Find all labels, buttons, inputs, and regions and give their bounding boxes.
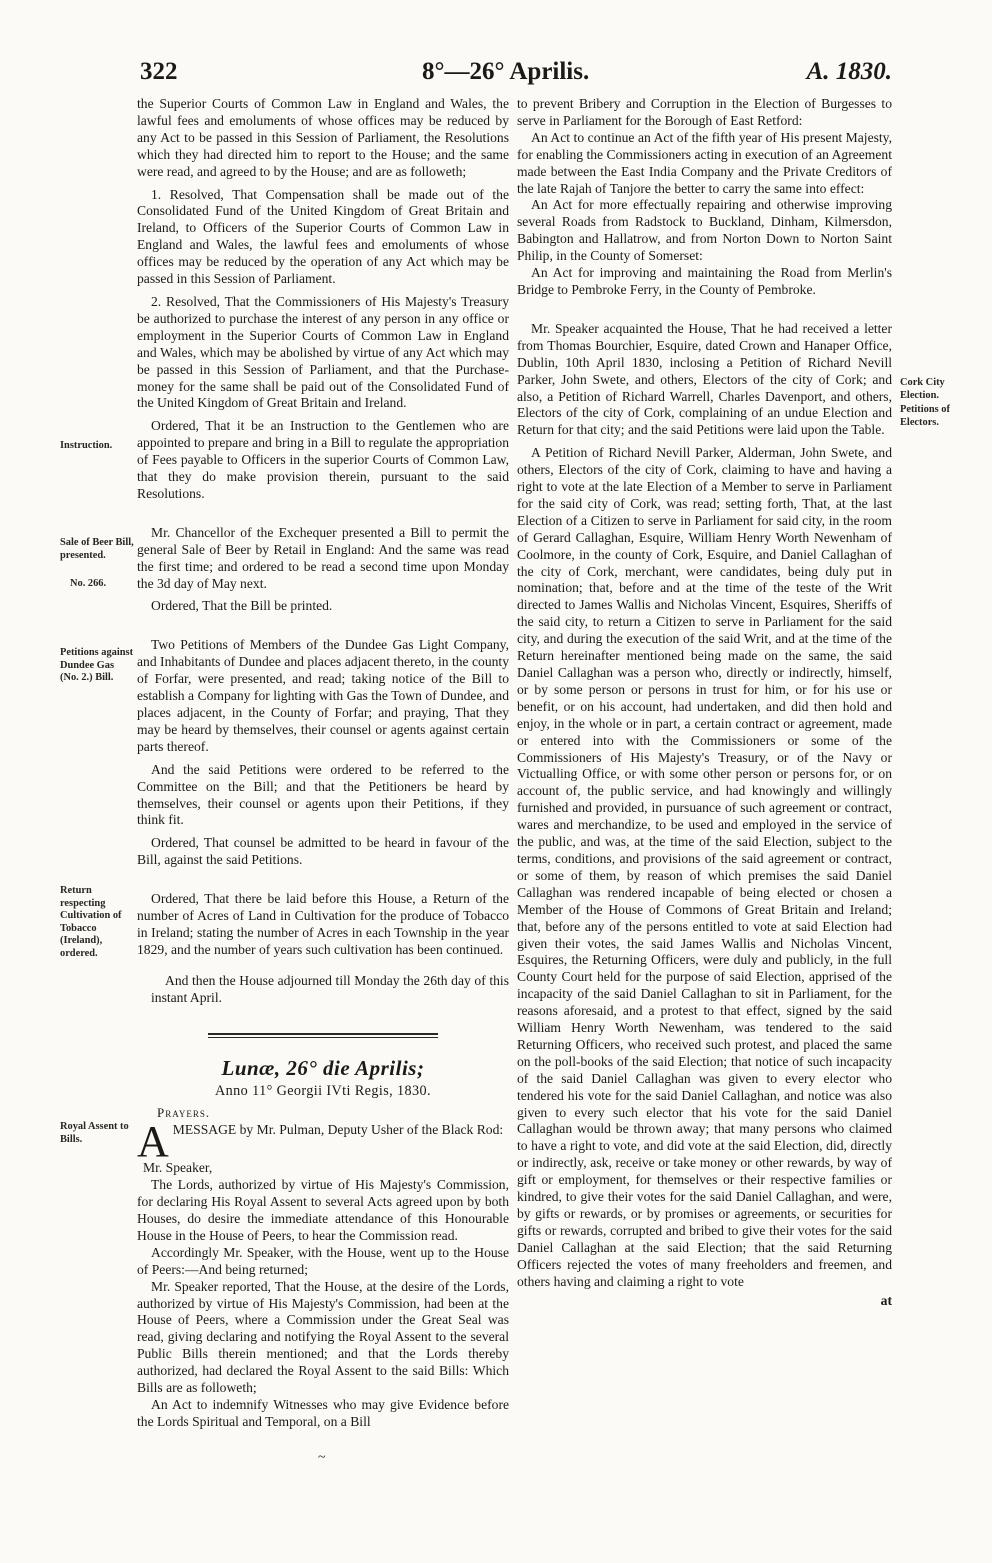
margin-note-instruction: Instruction. bbox=[60, 440, 113, 451]
margin-note-royal-assent: Royal Assent to Bills. bbox=[60, 1121, 129, 1145]
paragraph: the Superior Courts of Common Law in England and Wales, the lawful fees and emoluments of whose offices may be reduced by any Act to be passed in this Session of Parliament, the Resolutions which they had directed him to report to the House; and the same were read, and agreed to by the House; and are as followeth; bbox=[137, 96, 509, 179]
message-paragraph bbox=[137, 1117, 509, 1167]
catchword: at bbox=[880, 1292, 892, 1308]
drop-cap: A bbox=[137, 1117, 169, 1167]
print-order: Ordered, That the Bill be printed. bbox=[151, 598, 333, 614]
witnesses-act: An Act to indemnify Witnesses who may give Evidence before the Lords Spiritual and Temporal, on a Bill bbox=[137, 1397, 509, 1429]
went-up: Accordingly Mr. Speaker, with the House, went up to the House of Peers:—And being returned; bbox=[137, 1244, 509, 1277]
header-year: A. 1830. bbox=[806, 58, 892, 85]
resolution-1: 1. Resolved, That Compensation shall be made out of the Consolidated Fund of the United Kingdom of Great Britain and Ireland, to Officers of the Superior Courts of Common Law in England and Wales, the lawful fees and emoluments of whose offices may be reduced by the operation of any Act which may be passed in this Session of Parliament. bbox=[137, 186, 509, 287]
regnal-year: Anno 11° Georgii IVti Regis, 1830. bbox=[215, 1082, 431, 1099]
margin-note-petitions: Petitions of Electors. bbox=[900, 404, 950, 428]
right-column bbox=[517, 96, 892, 1309]
cork-letter: Mr. Speaker acquainted the House, That he had received a letter from Thomas Bourchier, Esquire, dated Crown and Hanaper Office, Dublin, 10th April 1830, inclosing a Petition of Richard Nevill Parker, John Swete, and others, Electors of the city of Cork; and also, a Petition of Richard Warrell, Charles Davenport, and others, Electors of the city of Cork, complaining of an undue Election and Return for that city; and the said Petitions were laid upon the Table. bbox=[517, 320, 892, 438]
left-column bbox=[137, 96, 509, 1431]
footer-mark: ~ bbox=[318, 1450, 326, 1465]
instruction-order: Ordered, That it be an Instruction to the Gentlemen who are appointed to prepare and bring in a Bill to regulate the appropriation of Fees payable to Officers in the superior Courts of Common Law, that they do make provision therein, pursuant to the said Resolutions. bbox=[137, 418, 509, 501]
page-number: 322 bbox=[140, 58, 178, 85]
margin-note-tobacco-return: Return respecting Cultivation of Tobacco (Ireland), ordered. bbox=[60, 885, 122, 959]
adjournment: And then the House adjourned till Monday the 26th day of this instant April. bbox=[151, 972, 509, 1005]
speaker-report: Mr. Speaker reported, That the House, at the desire of the Lords, authorized by virtue of His Majesty's Commission, had been at the House of Peers, where a Commission under the Great Seal was read, giving declaring and notifying the Royal Assent to the several Public Bills therein mentioned; and that the Lords thereby authorized, had declared the Royal Assent to the said Bills: Which Bills are as followeth; bbox=[137, 1278, 509, 1396]
margin-note-dundee-gas: Petitions against Dundee Gas (No. 2.) Bill. bbox=[60, 647, 134, 683]
margin-note-bill-number: No. 266. bbox=[70, 578, 107, 589]
dundee-referral: And the said Petitions were ordered to be referred to the Committee on the Bill; and that the Petitioners be heard by themselves, their counsel or agents upon their Petitions, if they think fit. bbox=[137, 761, 509, 828]
somerset-roads-act: An Act for more effectually repairing and otherwise improving several Roads from Radstock to Buckland, Dinham, Kilmersdon, Babington and Hallatrow, and from Norton Down to Norton Saint Philip, in the County of Somerset: bbox=[517, 197, 892, 264]
tobacco-order: Ordered, That there be laid before this House, a Return of the number of Acres of Land in Cultivation for the produce of Tobacco in Ireland; stating the number of Acres in each Township in the year 1829, and the number of years such cultivation has been continued. bbox=[137, 891, 509, 957]
margin-note-cork-election: Cork City Election. bbox=[900, 377, 945, 401]
message-text: MESSAGE by Mr. Pulman, Deputy Usher of the Black Rod: bbox=[172, 1122, 504, 1138]
dundee-petitions: Two Petitions of Members of the Dundee Gas Light Company, and Inhabitants of Dundee and places adjacent thereto, in the county of Forfar, were presented, and read; taking notice of the Bill to establish a Company for lighting with Gas the Town of Dundee, and places adjacent, in the County of Forfar; and praying, That they may be heard by themselves, their counsel or agents against certain parts thereof. bbox=[137, 637, 509, 754]
lords-message: The Lords, authorized by virtue of His Majesty's Commission, for declaring His Royal Assent to several Acts agreed upon by both Houses, do desire the immediate attendance of this Honourable House in the House of Peers, to hear the Commission read. bbox=[137, 1177, 509, 1243]
header-date: 8°—26° Aprilis. bbox=[422, 58, 590, 85]
margin-note-sale-of-beer: Sale of Beer Bill, presented. bbox=[60, 537, 134, 561]
page-header bbox=[140, 58, 892, 92]
sitting-title: Lunæ, 26° die Aprilis; bbox=[221, 1055, 425, 1080]
paragraph: to prevent Bribery and Corruption in the Election of Burgesses to serve in Parliament for the Borough of East Retford: bbox=[517, 96, 892, 128]
speaker-address: Mr. Speaker, bbox=[143, 1160, 213, 1176]
section-rule bbox=[208, 1033, 438, 1035]
cork-petition: A Petition of Richard Nevill Parker, Alderman, John Swete, and others, Electors of the city of Cork, claiming to have and having a right to vote at the late Election of a Member to serve in Parliament for the said city of Cork, was read; setting forth, That, at the last Election of a Citizen to serve in Parliament for said city, in the room of Gerard Callaghan, Esquire, William Henry Worth Newenham of Coolmore, in the county of Cork, Esquire, and Daniel Callaghan of the city of Cork, merchant, were candidates, being duly put in nomination; that, before and at the time of the teste of the Writ directed to James Wallis and Nicholas Vincent, Esquires, Sheriffs of the said city, to return a Citizen to serve in Parliament for the said city, and during the execution of the said Writ, and at the time of the Return hereinafter mentioned being made on the same, the said Daniel Callaghan was a person who, directly or indirectly, himself, or by some person or persons in trust for him, or for his use or benefit, or on his account, had undertaken, and did then hold and enjoy, in the whole or in part, a certain contract or agreement, made or entered into with the Commissioners or some of the Commissioners of His Majesty's Treasury, or of the Navy or Victualling Office, or with some other person or persons for, or on account of, the public service, and had knowingly and willingly furnished and provided, in pursuance of such agreement or contract, wares and merchandize, to be used and employed in the service of the public, and was, at the time of the said Election, subject to the terms, conditions, and provisions of the said agreement or contract, or some of them, by reason of which premises the said Daniel Callaghan was rendered incapable of being elected or chosen a Member of the House of Commons of Great Britain and Ireland; that, before any of the persons entitled to vote at said Election had given their votes, the said James Wallis and Nicholas Vincent, Esquires, the Returning Officers, were duly and publicly, in the full County Court held for the purpose of said Election, apprised of the incapacity of the said Daniel Callaghan to sit in Parliament, for the reasons aforesaid, and a protest to that effect, signed by the said William Henry Worth Newenham, was tendered to the said Returning Officers, who received such protest, and placed the same on the poll-books of the said Election; that notice of such incapacity of the said Daniel Callaghan was given to every elector who tendered his vote for the said Daniel Callaghan, and notice was also given to every such elector that his vote for the said Daniel Callaghan would be thrown away; that many persons who claimed to have a right to vote, and did vote at the said Election, did, directly or indirectly, ask, receive or take money or other rewards, by way of gift or employment, for themselves or their respective families or kindred, to give their votes for the said Daniel Callaghan, and were, by gifts or rewards, or by promises or agreements, or securities for gifts or rewards, corrupted and bribed to give their votes for the said Daniel Callaghan at the said Election; that the said Returning Officers rejected the votes of many freeholders and freemen, and others having and claiming a right to vote bbox=[517, 445, 892, 1289]
tanjore-act: An Act to continue an Act of the fifth year of His present Majesty, for enabling the Commissioners acting in execution of an Agreement made between the East India Company and the Private Creditors of the late Rajah of Tanjore the better to carry the same into effect: bbox=[517, 129, 892, 196]
beer-bill-paragraph: Mr. Chancellor of the Exchequer presented a Bill to permit the general Sale of Beer by Retail in England: And the same was read the first time; and ordered to be read a second time upon Monday the 3d day of May next. bbox=[137, 524, 509, 591]
prayers-heading: Prayers. bbox=[157, 1105, 211, 1121]
pembroke-road-act: An Act for improving and maintaining the Road from Merlin's Bridge to Pembroke Ferry, in the County of Pembroke. bbox=[517, 265, 892, 297]
counsel-order: Ordered, That counsel be admitted to be heard in favour of the Bill, against the said Petitions. bbox=[137, 835, 509, 868]
resolution-2: 2. Resolved, That the Commissioners of His Majesty's Treasury be authorized to purchase the interest of any person in any office or employment in the Superior Courts of Common Law in England and Wales, which may be abolished by virtue of any Act which may be passed in this Session of Parliament, and that the Purchase-money for the same shall be paid out of the Consolidated Fund of the United Kingdom of Great Britain and Ireland. bbox=[137, 293, 509, 411]
